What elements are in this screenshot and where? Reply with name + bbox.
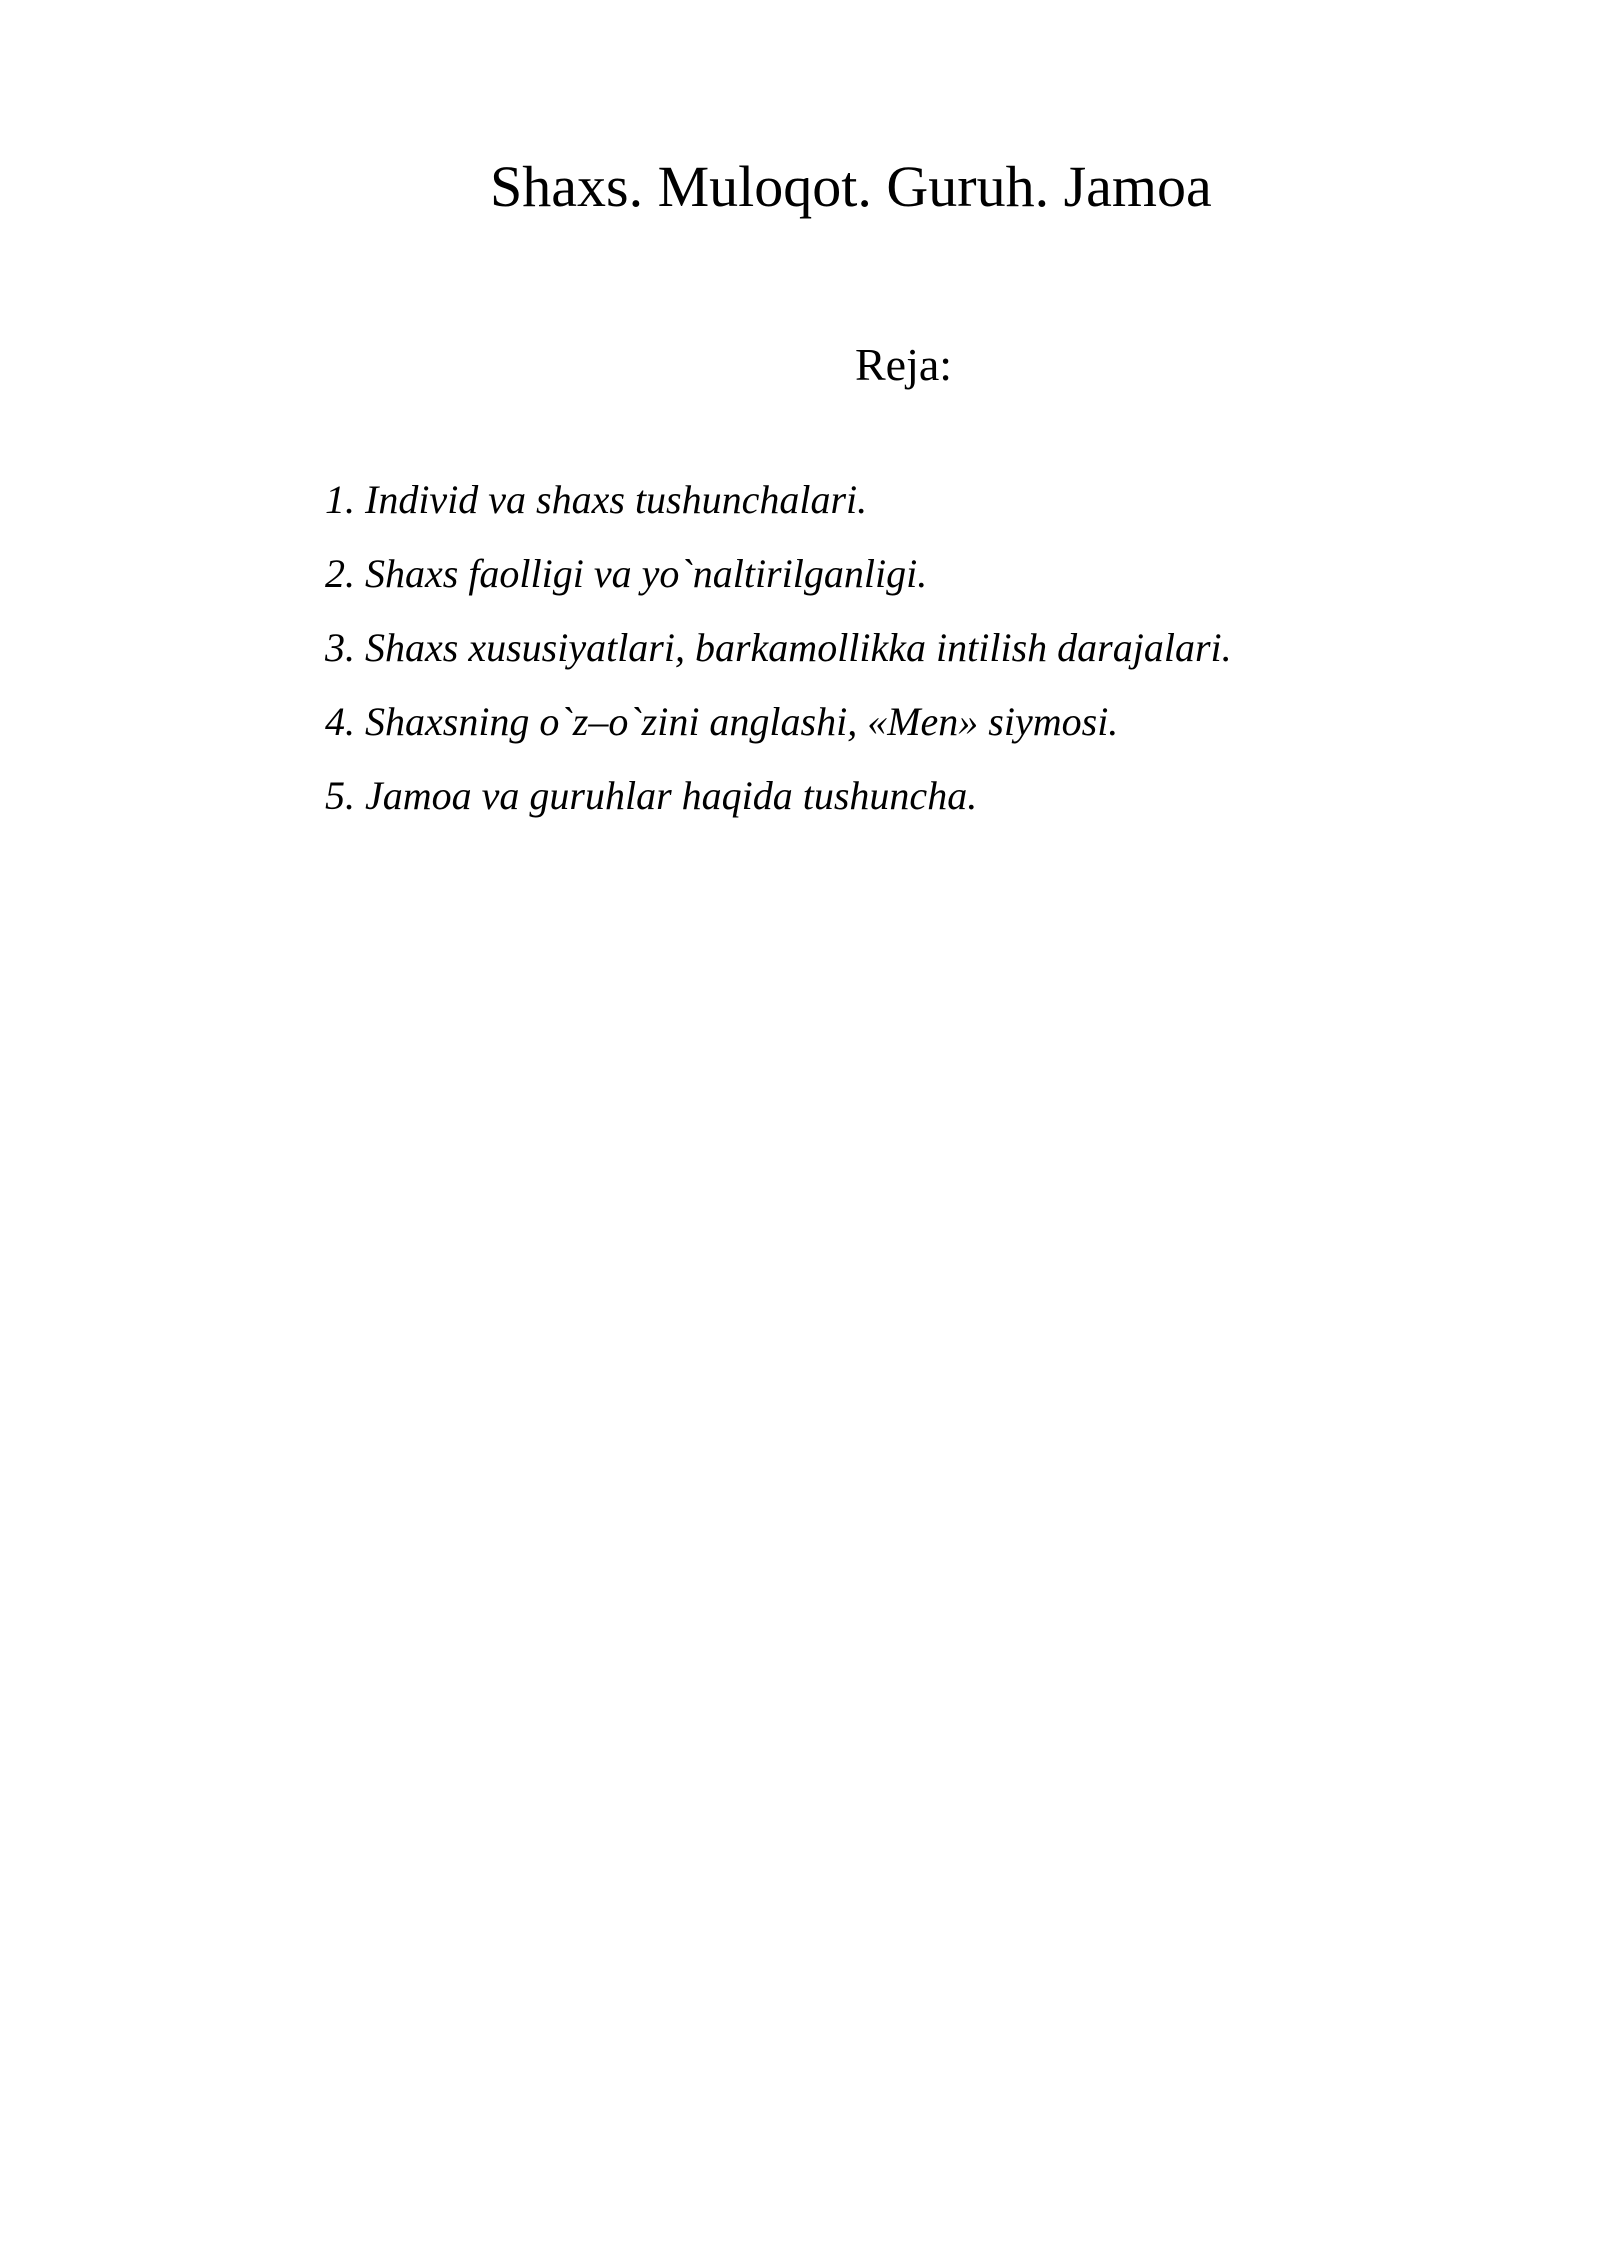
plan-item-number: 5.	[325, 773, 355, 818]
plan-item-number: 1.	[325, 477, 355, 522]
plan-item-text: Jamoa va guruhlar haqida tushuncha.	[365, 773, 978, 818]
plan-item-text: Shaxsning o`z–o`zini anglashi, «Men» siymosi.	[365, 699, 1119, 744]
plan-item-2	[325, 550, 1232, 598]
plan-heading: Reja:	[855, 339, 953, 390]
plan-item-1	[325, 476, 1232, 524]
plan-item-text: Individ va shaxs tushunchalari.	[365, 477, 868, 522]
plan-item-4	[325, 698, 1232, 746]
plan-item-number: 4.	[325, 699, 355, 744]
plan-item-number: 3.	[325, 625, 355, 670]
plan-item-text: Shaxs faolligi va yo`naltirilganligi.	[365, 551, 928, 596]
plan-item-text: Shaxs xususiyatlari, barkamollikka intilish darajalari.	[365, 625, 1232, 670]
plan-item-5	[325, 772, 1232, 820]
document-title: Shaxs. Muloqot. Guruh. Jamoa	[490, 154, 1212, 219]
plan-list	[325, 476, 1232, 846]
plan-item-number: 2.	[325, 551, 355, 596]
plan-item-3	[325, 624, 1232, 672]
